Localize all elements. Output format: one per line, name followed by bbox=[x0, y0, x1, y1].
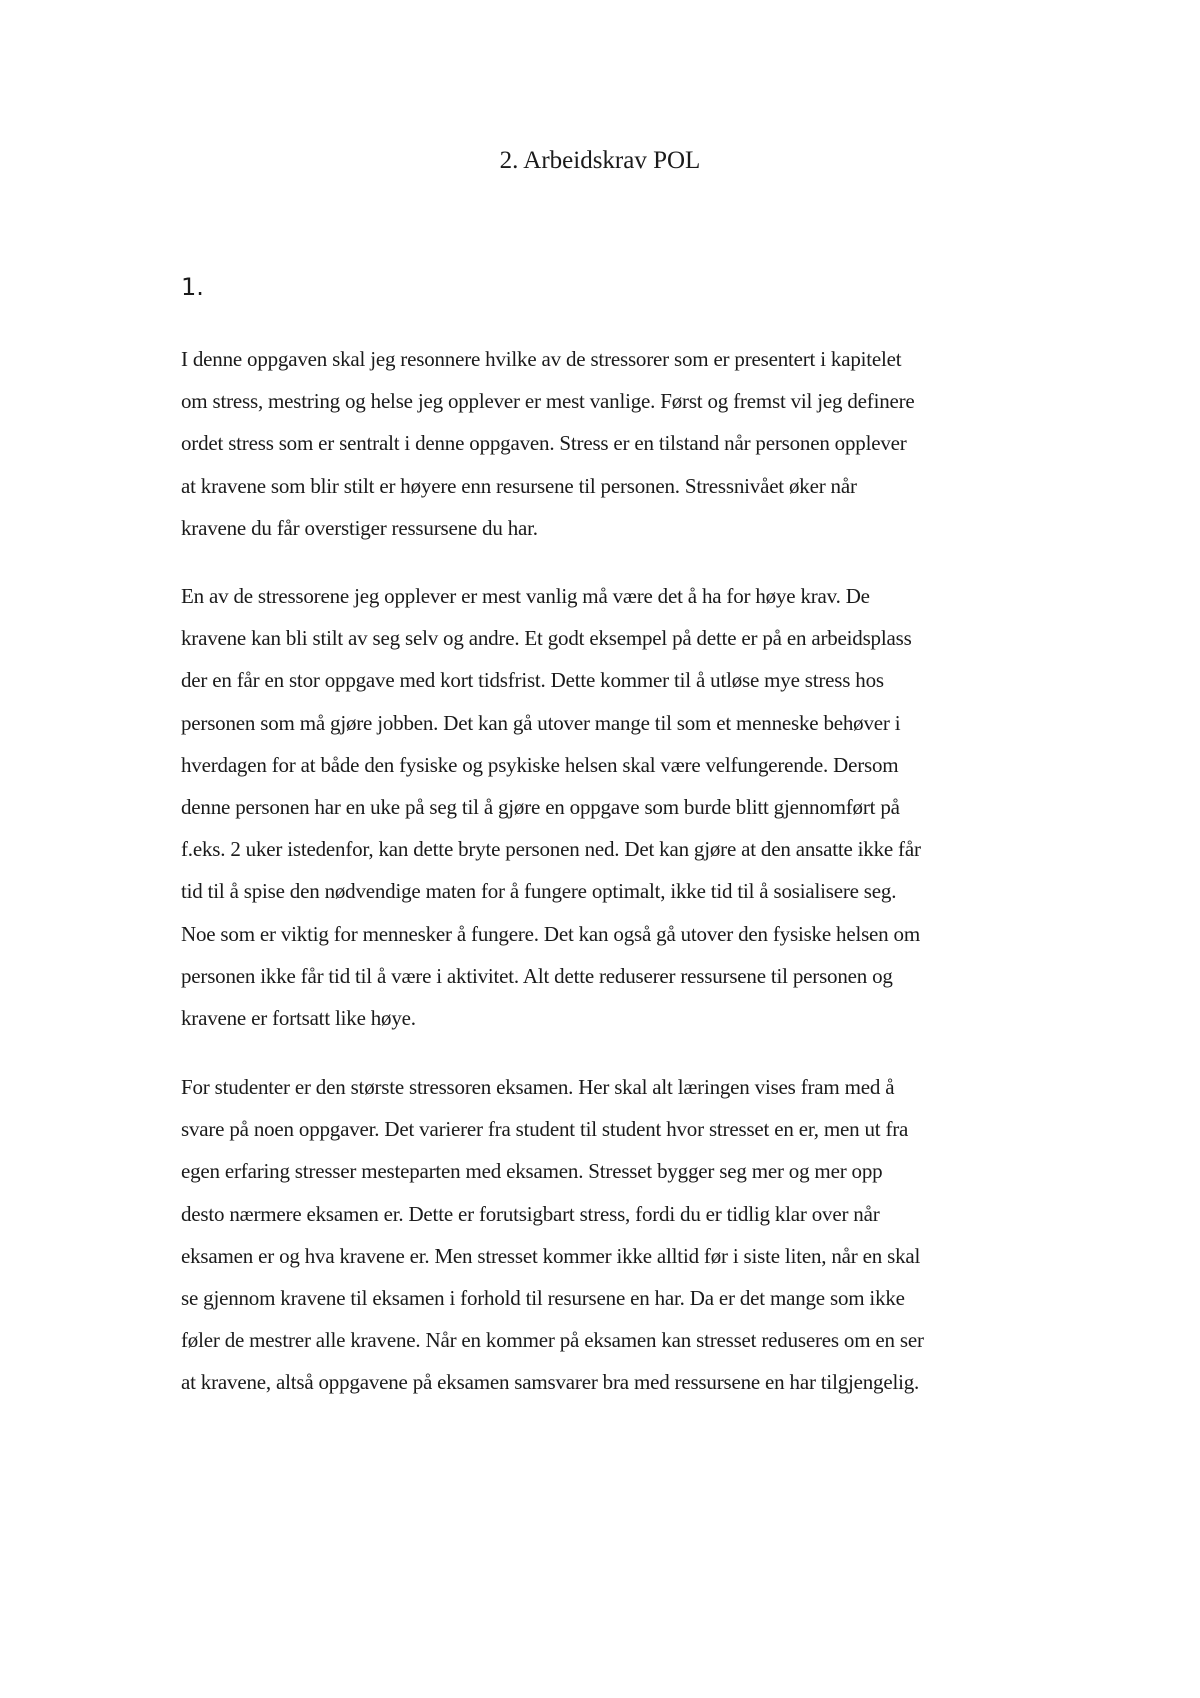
paragraph-line: der en får en stor oppgave med kort tidsfrist. Dette kommer til å utløse mye stress hos bbox=[181, 668, 884, 693]
paragraph-line: Noe som er viktig for mennesker å fungere. Det kan også gå utover den fysiske helsen om bbox=[181, 921, 920, 946]
paragraph-line: om stress, mestring og helse jeg opplever er mest vanlige. Først og fremst vil jeg definere bbox=[181, 389, 915, 414]
paragraph-line: personen som må gjøre jobben. Det kan gå utover mange til som et menneske behøver i bbox=[181, 710, 901, 735]
paragraph-line: kravene er fortsatt like høye. bbox=[181, 1006, 416, 1031]
paragraph-1 bbox=[181, 338, 1061, 549]
paragraph-line: tid til å spise den nødvendige maten for å fungere optimalt, ikke tid til å sosialisere seg. bbox=[181, 879, 897, 904]
paragraph-line: En av de stressorene jeg opplever er mest vanlig må være det å ha for høye krav. De bbox=[181, 584, 870, 608]
paragraph-line: se gjennom kravene til eksamen i forhold til resursene en har. Da er det mange som ikke bbox=[181, 1286, 905, 1311]
paragraph-line: For studenter er den største stressoren eksamen. Her skal alt læringen vises fram med å bbox=[181, 1075, 895, 1099]
paragraph-line: egen erfaring stresser mesteparten med eksamen. Stresset bygger seg mer og mer opp bbox=[181, 1159, 883, 1184]
paragraph-line: ordet stress som er sentralt i denne oppgaven. Stress er en tilstand når personen opplever bbox=[181, 431, 907, 456]
paragraph-line: kravene kan bli stilt av seg selv og andre. Et godt eksempel på dette er på en arbeidsplass bbox=[181, 626, 912, 651]
document-title: 2. Arbeidskrav POL bbox=[499, 147, 701, 174]
paragraph-line: svare på noen oppgaver. Det varierer fra student til student hvor stresset en er, men ut fra bbox=[181, 1117, 909, 1142]
paragraph-line: at kravene, altså oppgavene på eksamen samsvarer bra med ressursene en har tilgjengelig. bbox=[181, 1370, 920, 1395]
paragraph-line: at kravene som blir stilt er høyere enn resursene til personen. Stressnivået øker når bbox=[181, 473, 857, 498]
paragraph-line: føler de mestrer alle kravene. Når en kommer på eksamen kan stresset reduseres om en ser bbox=[181, 1328, 924, 1353]
section-number: 1. bbox=[181, 273, 204, 301]
paragraph-line: desto nærmere eksamen er. Dette er forutsigbart stress, fordi du er tidlig klar over når bbox=[181, 1201, 880, 1226]
paragraph-3 bbox=[181, 1066, 1061, 1404]
paragraph-line: I denne oppgaven skal jeg resonnere hvilke av de stressorer som er presentert i kapitelet bbox=[181, 347, 902, 371]
paragraph-line: hverdagen for at både den fysiske og psykiske helsen skal være velfungerende. Dersom bbox=[181, 752, 899, 777]
paragraph-line: eksamen er og hva kravene er. Men stresset kommer ikke alltid før i siste liten, når en skal bbox=[181, 1243, 921, 1268]
paragraph-2 bbox=[181, 575, 1061, 1039]
paragraph-line: personen ikke får tid til å være i aktivitet. Alt dette reduserer ressursene til personen og bbox=[181, 963, 893, 988]
paragraph-line: denne personen har en uke på seg til å gjøre en oppgave som burde blitt gjennomført på bbox=[181, 795, 900, 820]
paragraph-line: f.eks. 2 uker istedenfor, kan dette bryte personen ned. Det kan gjøre at den ansatte ikke får bbox=[181, 837, 921, 862]
paragraph-line: kravene du får overstiger ressursene du har. bbox=[181, 515, 538, 540]
